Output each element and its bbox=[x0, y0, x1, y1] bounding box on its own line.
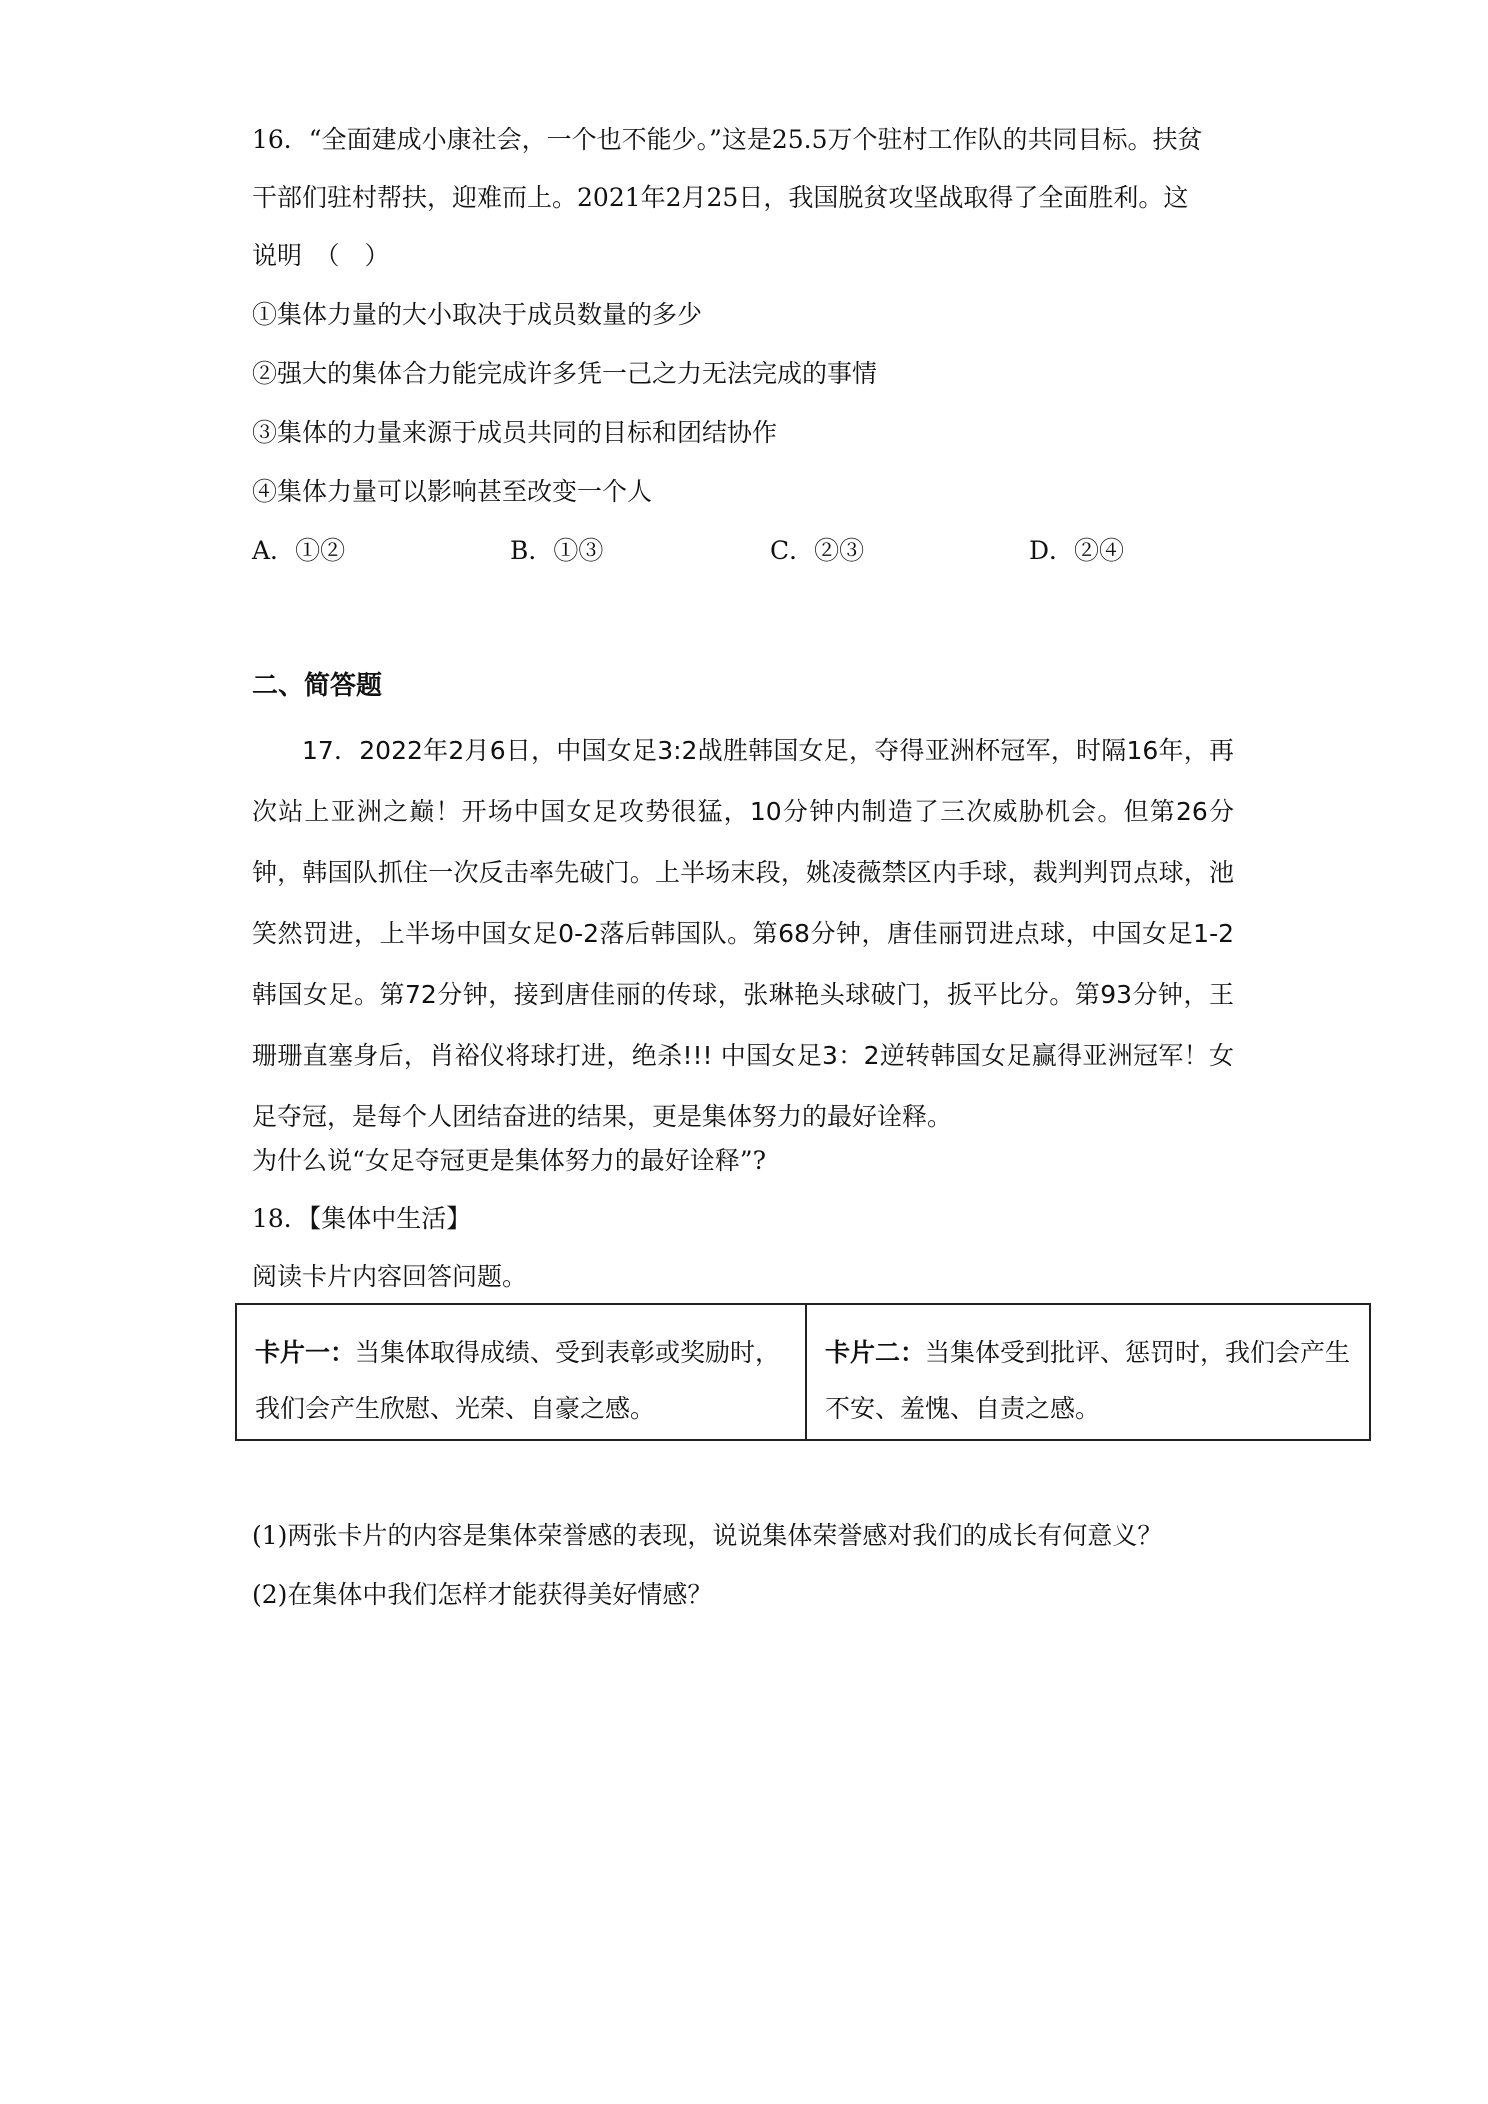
option-text: ②③ bbox=[814, 536, 865, 565]
option-text: ①② bbox=[295, 536, 346, 565]
q16-statement-3: ③集体的力量来源于成员共同的目标和团结协作 bbox=[252, 418, 778, 447]
option-text: ②④ bbox=[1074, 536, 1125, 565]
q16-option-d[interactable] bbox=[1029, 533, 1124, 569]
card-one-label: 卡片一： bbox=[255, 1338, 356, 1367]
card-two-text: 当集体受到批评、惩罚时，我们会产生不安、羞愧、自责之感。 bbox=[825, 1338, 1351, 1423]
option-label: B． bbox=[510, 536, 554, 565]
q16-stem-line-1: 16．“全面建成小康社会，一个也不能少。”这是25.5万个驻村工作队的共同目标。扶贫 bbox=[252, 125, 1203, 154]
q18-sub-question-2: (2)在集体中我们怎样才能获得美好情感？ bbox=[252, 1580, 713, 1609]
q16-statement-4: ④集体力量可以影响甚至改变一个人 bbox=[252, 477, 653, 506]
card-two-label: 卡片二： bbox=[825, 1338, 926, 1367]
q16-statement-2: ②强大的集体合力能完成许多凭一己之力无法完成的事情 bbox=[252, 359, 878, 388]
q16-option-a[interactable] bbox=[252, 533, 345, 569]
option-label: C． bbox=[770, 536, 815, 565]
q16-statement-1: ①集体力量的大小取决于成员数量的多少 bbox=[252, 300, 703, 329]
card-two bbox=[807, 1305, 1369, 1439]
option-label: A． bbox=[252, 536, 296, 565]
q17-question: 为什么说“女足夺冠更是集体努力的最好诠释”? bbox=[252, 1146, 766, 1175]
q16-option-b[interactable] bbox=[510, 533, 603, 569]
q16-option-c[interactable] bbox=[770, 533, 864, 569]
option-text: ①③ bbox=[553, 536, 604, 565]
q16-stem-line-2: 干部们驻村帮扶，迎难而上。2021年2月25日，我国脱贫攻坚战取得了全面胜利。这 bbox=[252, 183, 1189, 212]
card-table bbox=[235, 1303, 1371, 1441]
q18-sub-question-1: (1)两张卡片的内容是集体荣誉感的表现，说说集体荣誉感对我们的成长有何意义？ bbox=[252, 1521, 1163, 1550]
q16-options bbox=[252, 533, 1252, 569]
q18-title: 18．【集体中生活】 bbox=[252, 1204, 472, 1233]
card-one-text: 当集体取得成绩、受到表彰或奖励时，我们会产生欣慰、光荣、自豪之感。 bbox=[255, 1338, 781, 1423]
q18-instruction: 阅读卡片内容回答问题。 bbox=[252, 1262, 528, 1291]
option-label: D． bbox=[1029, 536, 1075, 565]
card-one bbox=[237, 1305, 807, 1439]
section-title: 二、简答题 bbox=[252, 671, 383, 701]
q17-passage: 17．2022年2月6日，中国女足3:2战胜韩国女足，夺得亚洲杯冠军，时隔16年，再次站上亚洲之巅！开场中国女足攻势很猛，10分钟内制造了三次威胁机会。但第26分钟，韩国队抓住一次反击率先破门。上半场末段，姚凌薇禁区内手球，裁判判罚点球，池笑然罚进，上半场中国女足0-2落后韩国队。第68分钟，唐佳丽罚进点球，中国女足1-2韩国女足。第72分钟，接到唐佳丽的传球，张琳艳头球破门，扳平比分。第93分钟，王珊珊直塞身后，肖裕仪将球打进，绝杀!!! 中国女足3：2逆转韩国女足赢得亚洲冠军！女足夺冠，是每个人团结奋进的结果，更是集体努力的最好诠释。 bbox=[252, 736, 1234, 1131]
q16-stem-line-3: 说明 （ ） bbox=[252, 241, 390, 270]
